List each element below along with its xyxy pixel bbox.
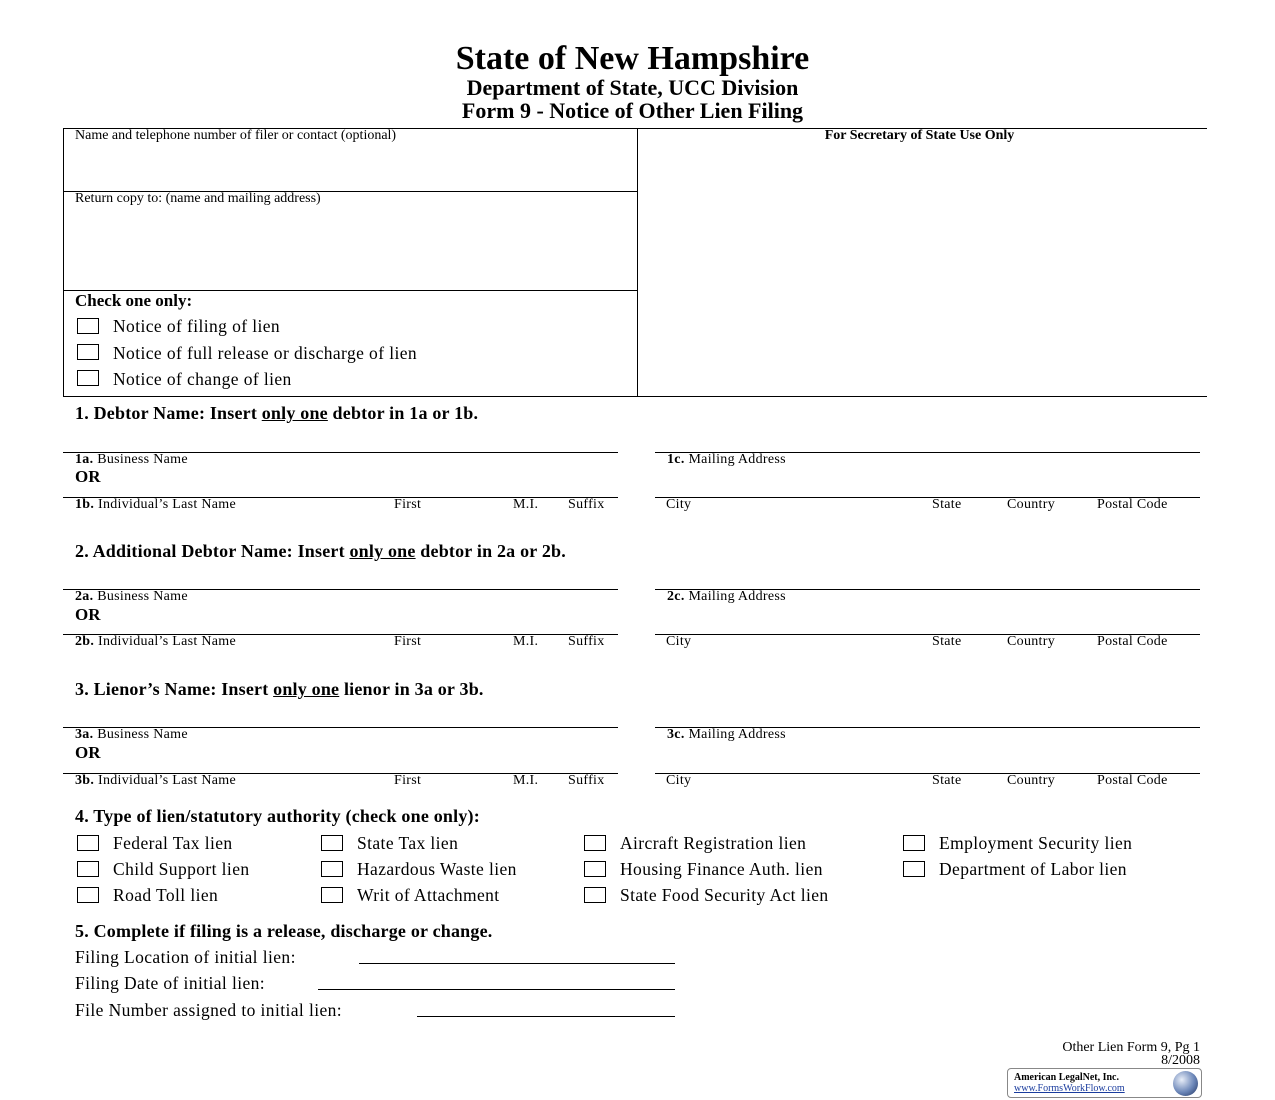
aircraft-registration-lien-label: Aircraft Registration lien	[620, 833, 807, 853]
writ-of-attachment-checkbox[interactable]	[321, 887, 343, 903]
suffix-label: Suffix	[568, 497, 605, 512]
federal-tax-lien-label: Federal Tax lien	[113, 833, 233, 853]
field-2b-label: 2b. Individual’s Last Name	[75, 634, 237, 649]
first-label: First	[394, 634, 422, 649]
field-1b-label: 1b. Individual’s Last Name	[75, 497, 237, 512]
hazardous-waste-lien-checkbox[interactable]	[321, 861, 343, 877]
or-label: OR	[75, 605, 101, 624]
check-one-heading: Check one only:	[75, 291, 193, 310]
state-label: State	[932, 497, 962, 512]
section-4-heading: 4. Type of lien/statutory authority (check one only):	[75, 806, 480, 826]
or-label: OR	[75, 743, 101, 762]
section-5-heading: 5. Complete if filing is a release, discharge or change.	[75, 921, 493, 941]
sos-use-box	[637, 128, 1207, 397]
state-tax-lien-checkbox[interactable]	[321, 835, 343, 851]
child-support-lien-checkbox[interactable]	[77, 861, 99, 877]
notice-release-checkbox[interactable]	[77, 344, 99, 360]
filing-location-line[interactable]	[359, 963, 675, 964]
country-label: Country	[1007, 773, 1055, 788]
country-label: Country	[1007, 497, 1055, 512]
country-label: Country	[1007, 634, 1055, 649]
form-reference: Other Lien Form 9, Pg 1	[1062, 1040, 1200, 1055]
section-2-heading: 2. Additional Debtor Name: Insert only one debtor in 2a or 2b.	[75, 541, 566, 561]
section-1-heading: 1. Debtor Name: Insert only one debtor in 1a or 1b.	[75, 403, 479, 423]
field-1c-label: 1c. Mailing Address	[667, 452, 786, 467]
field-2c-label: 2c. Mailing Address	[667, 589, 786, 604]
aircraft-registration-lien-checkbox[interactable]	[584, 835, 606, 851]
field-3b-label: 3b. Individual’s Last Name	[75, 773, 237, 788]
hazardous-waste-lien-label: Hazardous Waste lien	[357, 859, 517, 879]
notice-release-label: Notice of full release or discharge of lien	[113, 343, 418, 363]
city-label: City	[666, 634, 692, 649]
logo-name: American LegalNet, Inc.	[1014, 1072, 1119, 1083]
mi-label: M.I.	[513, 634, 539, 649]
or-label: OR	[75, 467, 101, 486]
road-toll-lien-label: Road Toll lien	[113, 885, 219, 905]
legalnet-logo[interactable]	[1007, 1068, 1202, 1098]
sos-label: For Secretary of State Use Only	[824, 128, 1015, 143]
file-number-label: File Number assigned to initial lien:	[75, 1000, 343, 1020]
department-of-labor-lien-label: Department of Labor lien	[939, 859, 1127, 879]
mi-label: M.I.	[513, 497, 539, 512]
employment-security-lien-label: Employment Security lien	[939, 833, 1133, 853]
filing-date-label: Filing Date of initial lien:	[75, 973, 266, 993]
city-label: City	[666, 497, 692, 512]
first-label: First	[394, 773, 422, 788]
notice-filing-label: Notice of filing of lien	[113, 316, 281, 336]
return-copy-label: Return copy to: (name and mailing address)	[75, 191, 321, 206]
road-toll-lien-checkbox[interactable]	[77, 887, 99, 903]
form-title: Form 9 - Notice of Other Lien Filing	[461, 98, 804, 123]
mi-label: M.I.	[513, 773, 539, 788]
food-security-lien-label: State Food Security Act lien	[620, 885, 829, 905]
file-number-line[interactable]	[417, 1016, 675, 1017]
suffix-label: Suffix	[568, 773, 605, 788]
housing-finance-lien-checkbox[interactable]	[584, 861, 606, 877]
housing-finance-lien-label: Housing Finance Auth. lien	[620, 859, 823, 879]
field-3c-label: 3c. Mailing Address	[667, 727, 786, 742]
first-label: First	[394, 497, 422, 512]
field-2a-label: 2a. Business Name	[75, 589, 188, 604]
postal-code-label: Postal Code	[1097, 497, 1168, 512]
employment-security-lien-checkbox[interactable]	[903, 835, 925, 851]
filing-date-line[interactable]	[318, 989, 675, 990]
section-3-heading: 3. Lienor’s Name: Insert only one lienor in 3a or 3b.	[75, 679, 484, 699]
child-support-lien-label: Child Support lien	[113, 859, 250, 879]
globe-icon	[1173, 1071, 1198, 1096]
federal-tax-lien-checkbox[interactable]	[77, 835, 99, 851]
writ-of-attachment-label: Writ of Attachment	[357, 885, 500, 905]
field-3a-label: 3a. Business Name	[75, 727, 188, 742]
city-label: City	[666, 773, 692, 788]
filing-location-label: Filing Location of initial lien:	[75, 947, 296, 967]
field-1a-label: 1a. Business Name	[75, 452, 188, 467]
form-date: 8/2008	[1161, 1053, 1200, 1068]
notice-change-checkbox[interactable]	[77, 370, 99, 386]
filer-label: Name and telephone number of filer or contact (optional)	[75, 128, 397, 143]
food-security-lien-checkbox[interactable]	[584, 887, 606, 903]
logo-url[interactable]: www.FormsWorkFlow.com	[1014, 1083, 1125, 1094]
department-of-labor-lien-checkbox[interactable]	[903, 861, 925, 877]
notice-filing-checkbox[interactable]	[77, 318, 99, 334]
postal-code-label: Postal Code	[1097, 773, 1168, 788]
state-tax-lien-label: State Tax lien	[357, 833, 459, 853]
postal-code-label: Postal Code	[1097, 634, 1168, 649]
state-label: State	[932, 773, 962, 788]
suffix-label: Suffix	[568, 634, 605, 649]
notice-change-label: Notice of change of lien	[113, 369, 292, 389]
page-title: State of New Hampshire	[455, 40, 810, 77]
department-title: Department of State, UCC Division	[466, 75, 799, 100]
state-label: State	[932, 634, 962, 649]
